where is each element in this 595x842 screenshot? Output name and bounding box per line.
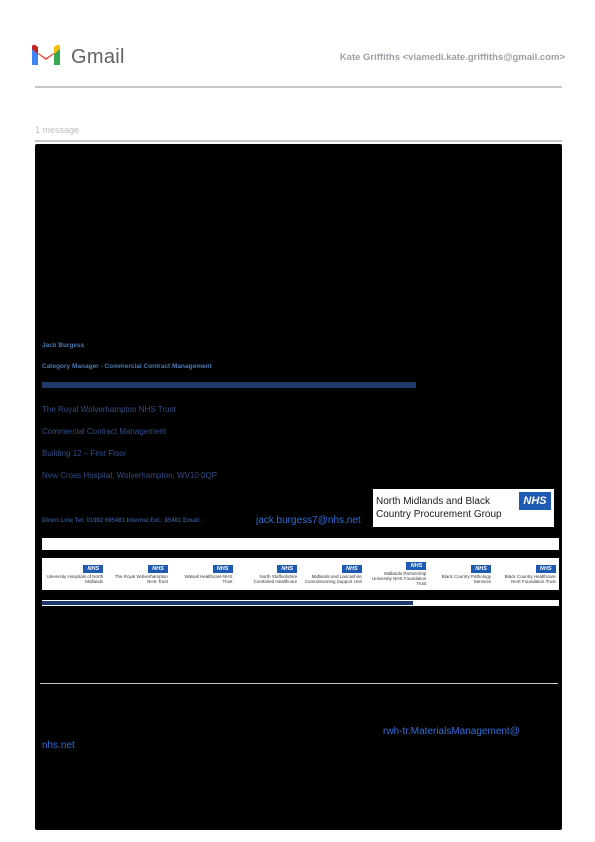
procurement-line2: Country Procurement Group bbox=[376, 509, 502, 520]
partner-name: Black Country Pathology Services bbox=[441, 573, 492, 584]
direct-line-info: Direct Line Tel: 01902 695481 Internal Ext.: 85481 Email: bbox=[42, 518, 201, 524]
partner-name: Black Country Healthcare NHS Foundation Trust bbox=[504, 573, 556, 584]
divider bbox=[40, 683, 558, 684]
partner-name: North Staffordshire Combined Healthcare bbox=[253, 573, 298, 584]
nhs-logo-icon: NHS bbox=[277, 565, 297, 573]
signature-divider-bar bbox=[42, 382, 416, 388]
nhs-logo-icon: NHS bbox=[536, 565, 556, 573]
signature-footer-accent bbox=[42, 601, 413, 605]
nhs-logo-icon: NHS bbox=[342, 565, 362, 573]
partner-logo bbox=[368, 562, 426, 586]
nhs-logo-icon: NHS bbox=[148, 565, 168, 573]
address-line: The Royal Wolverhampton NHS Trust bbox=[42, 405, 176, 414]
nhs-logo-icon: NHS bbox=[406, 562, 426, 570]
procurement-line1: North Midlands and Black bbox=[376, 496, 490, 507]
partner-logo bbox=[239, 565, 297, 584]
nhs-logo-icon: NHS bbox=[471, 565, 491, 573]
nhs-logo-icon: NHS bbox=[519, 492, 551, 510]
partner-logo bbox=[175, 565, 233, 584]
sender-address: Kate Griffiths <viamedi.kate.griffiths@gmail.com> bbox=[339, 52, 565, 63]
signature-footer-bar bbox=[42, 600, 559, 606]
divider bbox=[35, 86, 562, 88]
message-count: 1 message bbox=[35, 125, 80, 135]
address-line: New Cross Hospital, Wolverhampton, WV10 0QP bbox=[42, 471, 218, 480]
address-line: Commercial Contract Management bbox=[42, 427, 167, 436]
app-name: Gmail bbox=[71, 46, 125, 68]
partner-name: The Royal Wolverhampton NHS Trust bbox=[114, 573, 168, 584]
signature-email-link[interactable]: jack.burgess7@nhs.net bbox=[256, 515, 361, 526]
partner-logo bbox=[304, 565, 362, 584]
partner-logo bbox=[498, 565, 556, 584]
address-line: Building 12 – First Floor bbox=[42, 449, 127, 458]
gmail-logo-icon bbox=[30, 43, 62, 67]
partner-name: Midlands and Lancashire Commissioning Support Unit bbox=[304, 573, 362, 584]
partner-name: Midlands Partnership University NHS Foundation Trust bbox=[372, 571, 427, 586]
email-printout bbox=[30, 0, 565, 842]
partner-name: University Hospitals of North Midlands bbox=[46, 573, 104, 584]
partner-logo bbox=[110, 565, 168, 584]
nhs-logo-icon: NHS bbox=[213, 565, 233, 573]
signature-name: Jack Burgess bbox=[42, 342, 85, 349]
materials-management-email-link[interactable]: rwh-tr.MaterialsManagement@ bbox=[383, 726, 520, 737]
partner-logos-strip bbox=[42, 558, 559, 590]
signature-role: Category Manager - Commercial Contract Management bbox=[42, 363, 212, 370]
signature-spacer-bar bbox=[42, 538, 559, 550]
materials-management-email-link-continued[interactable]: nhs.net bbox=[42, 740, 75, 751]
partner-logo bbox=[433, 565, 491, 584]
partner-name: Walsall Healthcare NHS Trust bbox=[184, 573, 233, 584]
nhs-logo-icon: NHS bbox=[83, 565, 103, 573]
partner-logo bbox=[45, 565, 103, 584]
procurement-group-logo bbox=[373, 489, 554, 527]
divider bbox=[35, 140, 562, 142]
